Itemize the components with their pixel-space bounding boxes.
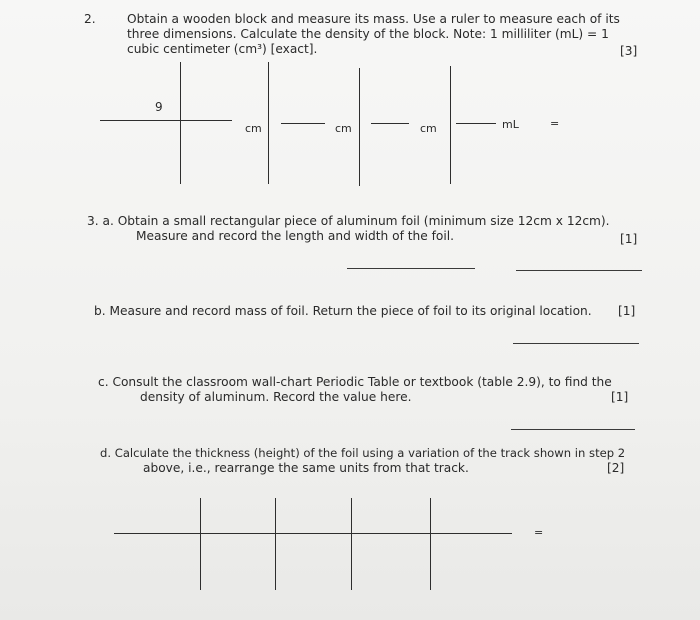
question-3c-points: [1] [611,390,629,404]
track-3d-vertical-line-3 [351,498,352,590]
answer-blank-width[interactable] [516,270,642,271]
answer-blank-density[interactable] [511,429,635,430]
question-2-text-line3: cubic centimeter (cm³) [exact]. [127,42,318,56]
question-3a-text-line1: 3. a. Obtain a small rectangular piece of aluminum foil (minimum size 12cm x 12cm). [87,214,610,228]
question-2-points: [3] [620,44,638,58]
track-horizontal-line-2 [281,123,325,124]
track-equals-sign: = [550,117,560,130]
track-3d-horizontal-line [114,533,512,534]
track-horizontal-line-4 [456,123,496,124]
question-3a-text-line2: Measure and record the length and width of the foil. [136,229,455,243]
question-2-text-line1: Obtain a wooden block and measure its mass. Use a ruler to measure each of its [127,12,620,26]
question-3c-text-line2: density of aluminum. Record the value here. [140,390,412,404]
question-3d-text-line2: above, i.e., rearrange the same units from that track. [143,461,469,475]
question-3b-points: [1] [618,304,636,318]
track-vertical-line-3 [359,68,360,186]
track-numerator-mass: 9 [155,100,163,114]
track-unit-cm-2: cm [335,122,352,135]
track-horizontal-line-1 [100,120,232,121]
question-3a-points: [1] [620,232,638,246]
answer-blank-length[interactable] [347,268,475,269]
track-3d-vertical-line-4 [430,498,431,590]
track-vertical-line-2 [268,62,269,184]
track-3d-equals-sign: = [534,526,544,539]
question-3d-points: [2] [607,461,625,475]
track-3d-vertical-line-2 [275,498,276,590]
track-unit-cm-1: cm [245,122,262,135]
question-3d-text-line1: d. Calculate the thickness (height) of the foil using a variation of the track shown in step 2 [100,446,626,460]
answer-blank-mass[interactable] [513,343,639,344]
question-2-number: 2. [84,12,96,26]
track-vertical-line-4 [450,66,451,184]
track-unit-ml: mL [502,118,519,131]
question-3b-text: b. Measure and record mass of foil. Return the piece of foil to its original location. [94,304,592,318]
track-3d-vertical-line-1 [200,498,201,590]
track-unit-cm-3: cm [420,122,437,135]
track-vertical-line-1 [180,62,181,184]
track-horizontal-line-3 [371,123,409,124]
question-3c-text-line1: c. Consult the classroom wall-chart Periodic Table or textbook (table 2.9), to find the [98,375,612,389]
question-2-text-line2: three dimensions. Calculate the density of the block. Note: 1 milliliter (mL) = 1 [127,27,609,41]
